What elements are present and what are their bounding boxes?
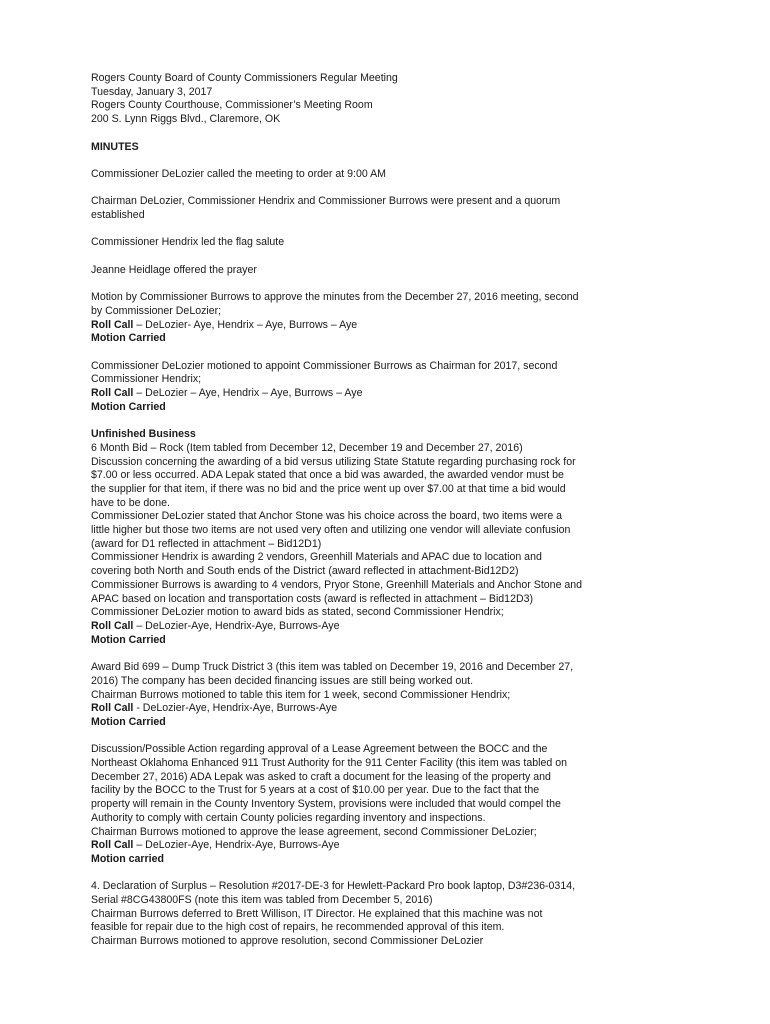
- text-line: Chairman DeLozier, Commissioner Hendrix and Commissioner Burrows were present and a quorum: [91, 195, 561, 208]
- text-line: December 27, 2016) ADA Lepak was asked to craft a document for the leasing of the property and: [91, 770, 551, 783]
- call-to-order: Commissioner DeLozier called the meeting to order at 9:00 AM: [91, 167, 387, 180]
- text-line: (award for D1 reflected in attachment – Bid12D1): [91, 537, 322, 550]
- declaration-of-surplus: [91, 880, 681, 949]
- roll-call-votes: – DeLozier-Aye, Hendrix-Aye, Burrows-Aye: [133, 839, 340, 852]
- text-line: Chairman Burrows motioned to approve the lease agreement, second Commissioner DeLozier;: [91, 825, 537, 838]
- motion-result: Motion Carried: [91, 715, 166, 728]
- roll-call: [91, 620, 681, 634]
- text-line: established: [91, 208, 145, 221]
- text-line: Northeast Oklahoma Enhanced 911 Trust Authority for the 911 Center Facility (this item was tabled on: [91, 757, 567, 769]
- text-line: 6 Month Bid – Rock (Item tabled from December 12, December 19 and December 27, 2016): [91, 441, 523, 454]
- roll-call: [91, 702, 681, 716]
- roll-call-label: Roll Call: [91, 318, 134, 331]
- roll-call-votes: - DeLozier-Aye, Hendrix-Aye, Burrows-Aye: [133, 702, 338, 715]
- motion-approve-minutes: [91, 291, 681, 346]
- text-line: Serial #8CG43800FS (note this item was tabled from December 5, 2016): [91, 894, 433, 907]
- text-line: Discussion/Possible Action regarding approval of a Lease Agreement between the BOCC and the: [91, 743, 548, 756]
- roll-call-votes: – DeLozier – Aye, Hendrix – Aye, Burrows – Aye: [133, 387, 363, 400]
- minutes-heading: MINUTES: [91, 140, 139, 153]
- text-line: Chairman Burrows motioned to approve resolution, second Commissioner DeLozier: [91, 935, 484, 948]
- text-line: the supplier for that item, if there was no bid and the price went up over $7.00 at that time a bid would: [91, 482, 566, 495]
- minutes-document: [91, 72, 681, 949]
- bid-699: [91, 661, 681, 730]
- roll-call-label: Roll Call: [91, 839, 134, 852]
- text-line: Commissioner Hendrix is awarding 2 vendors, Greenhill Materials and APAC due to location and: [91, 551, 542, 564]
- text-line: APAC based on location and transportation costs (award is reflected in attachment – Bid12D3): [91, 592, 534, 605]
- text-line: property will remain in the County Inventory System, provisions were included that would compel the: [91, 798, 561, 811]
- text-line: Discussion concerning the awarding of a bid versus utilizing State Statute regarding purchasing rock for: [91, 455, 576, 468]
- prayer: Jeanne Heidlage offered the prayer: [91, 263, 257, 276]
- roll-call: [91, 839, 681, 853]
- text-line: Award Bid 699 – Dump Truck District 3 (this item was tabled on December 19, 2016 and December 27,: [91, 661, 574, 674]
- text-line: have to be done.: [91, 496, 170, 509]
- text-line: Commissioner DeLozier motioned to appoint Commissioner Burrows as Chairman for 2017, second: [91, 359, 558, 372]
- unfinished-business: [91, 428, 681, 647]
- text-line: $7.00 or less occurred. ADA Lepak stated that once a bid was awarded, the awarded vendor must be: [91, 469, 564, 482]
- motion-result: Motion Carried: [91, 332, 166, 345]
- header-location: Rogers County Courthouse, Commissioner’s Meeting Room: [91, 99, 373, 112]
- flag-salute: Commissioner Hendrix led the flag salute: [91, 236, 285, 249]
- roll-call-votes: – DeLozier-Aye, Hendrix-Aye, Burrows-Aye: [133, 620, 340, 632]
- text-line: covering both North and South ends of the District (award reflected in attachment-Bid12D2): [91, 565, 519, 578]
- roll-call-votes: – DeLozier- Aye, Hendrix – Aye, Burrows – Aye: [133, 318, 358, 331]
- text-line: 2016) The company has been decided financing issues are still being worked out.: [91, 674, 474, 687]
- motion-result: Motion Carried: [91, 633, 166, 646]
- text-line: Motion by Commissioner Burrows to approve the minutes from the December 27, 2016 meeting, second: [91, 291, 579, 304]
- text-line: Authority to comply with certain County policies regarding inventory and inspections.: [91, 811, 486, 824]
- motion-result: Motion Carried: [91, 400, 166, 413]
- text-line: Chairman Burrows deferred to Brett Willison, IT Director. He explained that this machine was not: [91, 907, 543, 920]
- header-line: Rogers County Board of County Commissioners Regular Meeting: [91, 72, 398, 84]
- text-line: Commissioner DeLozier motion to award bids as stated, second Commissioner Hendrix;: [91, 606, 504, 619]
- motion-appoint-chairman: [91, 360, 681, 415]
- quorum-paragraph: [91, 195, 681, 222]
- roll-call: [91, 387, 681, 401]
- text-line: facility by the BOCC to the Trust for 5 years at a cost of $10.00 per year. Due to the fact that the: [91, 784, 540, 797]
- text-line: Commissioner DeLozier stated that Anchor Stone was his choice across the board, two items were a: [91, 510, 563, 523]
- text-line: by Commissioner DeLozier;: [91, 304, 222, 317]
- header-address: 200 S. Lynn Riggs Blvd., Claremore, OK: [91, 113, 281, 126]
- roll-call-label: Roll Call: [91, 387, 134, 400]
- text-line: Commissioner Burrows is awarding to 4 vendors, Pryor Stone, Greenhill Materials and Anchor Stone and: [91, 578, 583, 591]
- roll-call-label: Roll Call: [91, 702, 134, 715]
- roll-call: [91, 319, 681, 333]
- lease-agreement: [91, 743, 681, 866]
- text-line: 4. Declaration of Surplus – Resolution #2017-DE-3 for Hewlett-Packard Pro book laptop, D3#236-0314,: [91, 880, 576, 893]
- text-line: Commissioner Hendrix;: [91, 373, 202, 386]
- text-line: little higher but those two items are not used very often and utilizing one vendor will alleviate confusion: [91, 524, 571, 537]
- motion-result: Motion carried: [91, 852, 164, 865]
- text-line: feasible for repair due to the high cost of repairs, he recommended approval of this item.: [91, 921, 505, 934]
- header-date: Tuesday, January 3, 2017: [91, 85, 213, 98]
- text-line: Chairman Burrows motioned to table this item for 1 week, second Commissioner Hendrix;: [91, 688, 511, 701]
- meeting-header: [91, 72, 681, 127]
- roll-call-label: Roll Call: [91, 620, 134, 632]
- section-heading: Unfinished Business: [91, 428, 196, 441]
